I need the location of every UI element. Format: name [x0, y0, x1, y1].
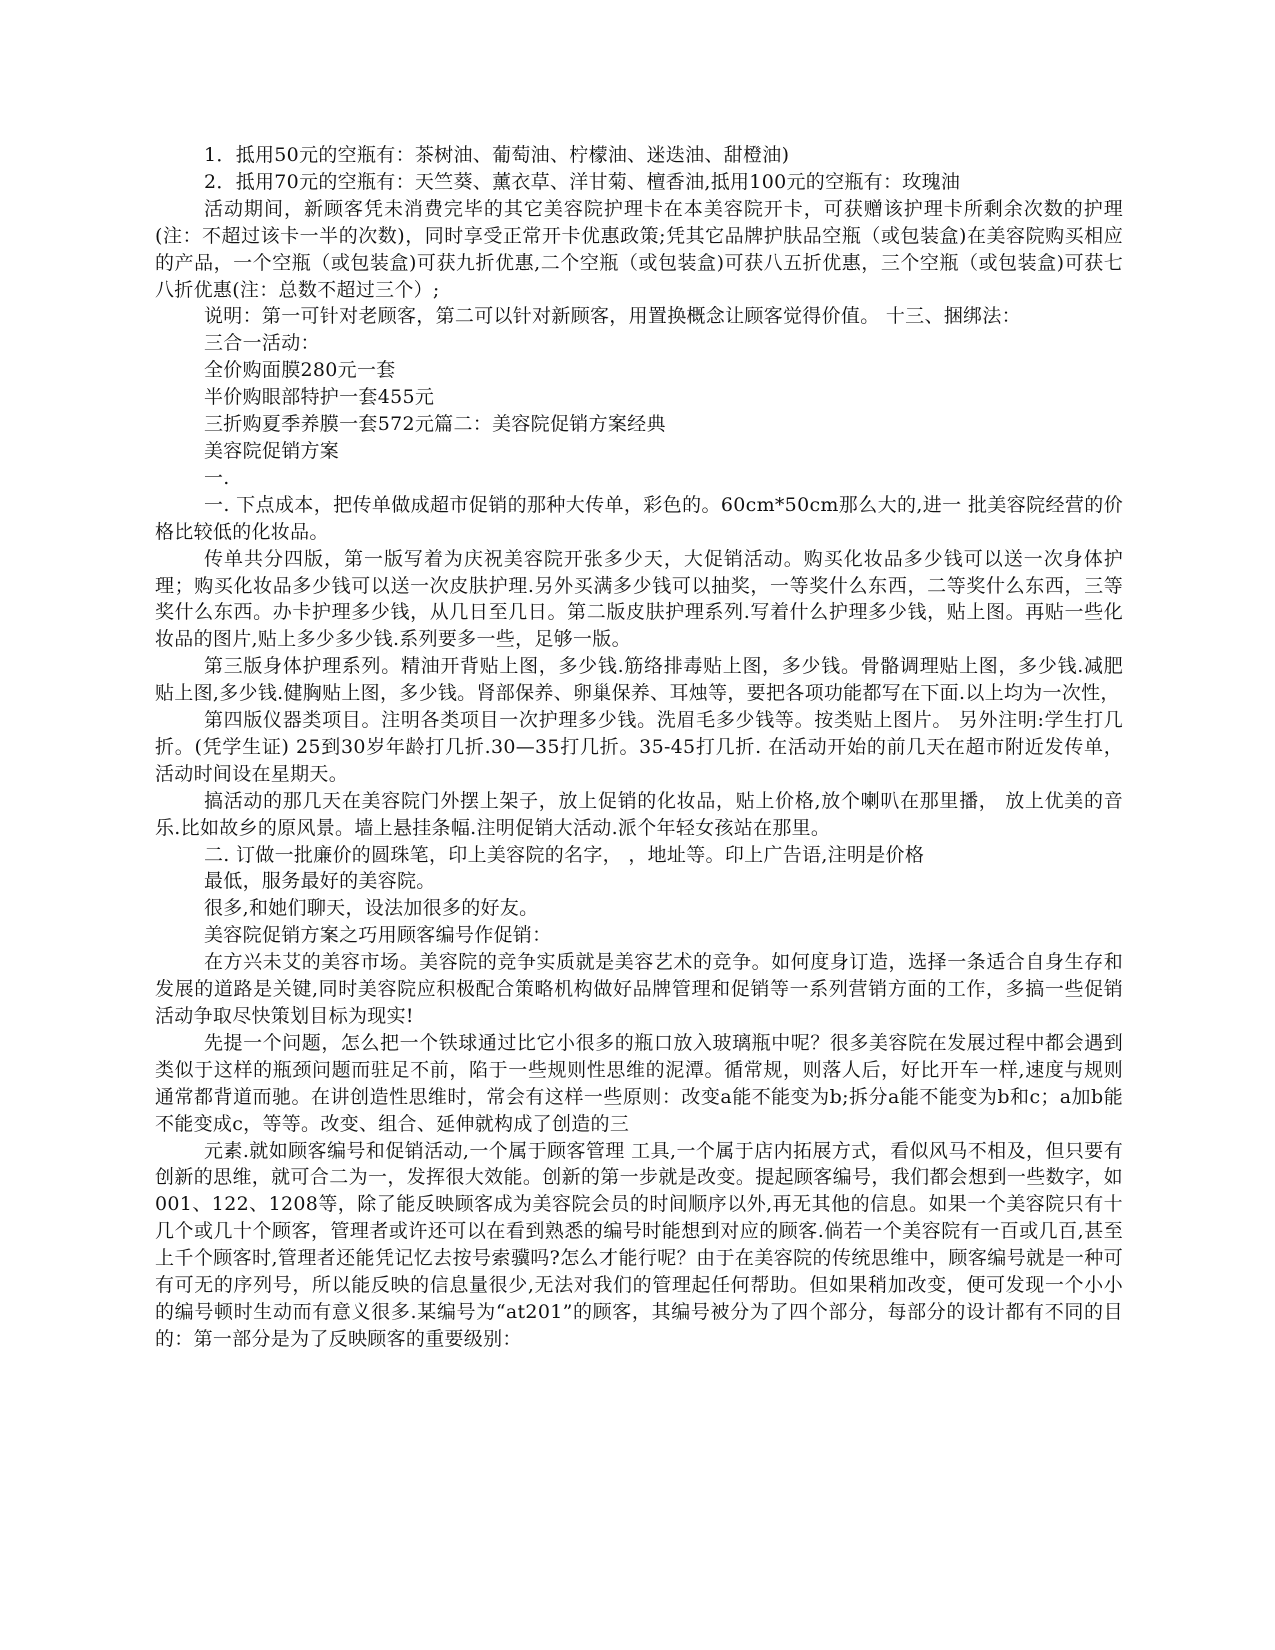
- paragraph: 三折购夏季养膜一套572元篇二：美容院促销方案经典: [204, 413, 666, 436]
- paragraph: 很多,和她们聊天，设法加很多的好友。: [204, 897, 539, 920]
- paragraph: 全价购面膜280元一套: [204, 359, 396, 382]
- paragraph: 元素.就如顾客编号和促销活动,一个属于顾客管理 工具,一个属于店内拓展方式，看似风马不相及，但只要有创新的思维，就可合二为一，发挥很大效能。创新的第一步就是改变。提起顾客编号，我们都会想到一些数字，如001、122、1208等，除了能反映顾客成为美容院会员的时间顺序以外,再无其他的信息。如果一个美容院只有十几个或几十个顾客，管理者或许还可以在看到熟悉的编号时能想到对应的顾客.倘若一个美容院有一百或几百,甚至上千个顾客时,管理者还能凭记忆去按号索骥吗?怎么才能行呢？由于在美容院的传统思维中，顾客编号就是一种可有可无的序列号，所以能反映的信息量很少,无法对我们的管理起任何帮助。但如果稍加改变，便可发现一个小小的编号顿时生动而有意义很多.某编号为“at201”的顾客，其编号被分为了四个部分，每部分的设计都有不同的目的：第一部分是为了反映顾客的重要级别：: [155, 1139, 1123, 1350]
- paragraph: 一. 下点成本，把传单做成超市促销的那种大传单，彩色的。60cm*50cm那么大的,进一 批美容院经营的价格比较低的化妆品。: [155, 493, 1123, 543]
- paragraph: 活动期间，新顾客凭未消费完毕的其它美容院护理卡在本美容院开卡，可获赠该护理卡所剩余次数的护理(注：不超过该卡一半的次数)，同时享受正常开卡优惠政策;凭其它品牌护肤品空瓶（或包装盒)在美容院购买相应的产品，一个空瓶（或包装盒)可获九折优惠,二个空瓶（或包装盒)可获八五折优惠，三个空瓶（或包装盒)可获七八折优惠(注：总数不超过三个）;: [155, 197, 1123, 301]
- paragraph: 在方兴未艾的美容市场。美容院的竞争实质就是美容艺术的竞争。如何度身订造，选择一条适合自身生存和发展的道路是关键,同时美容院应积极配合策略机构做好品牌管理和促销等一系列营销方面的工作，多搞一些促销活动争取尽快策划目标为现实!: [155, 951, 1123, 1027]
- paragraph: 三合一活动：: [204, 332, 320, 355]
- paragraph: 半价购眼部特护一套455元: [204, 386, 435, 409]
- paragraph: 传单共分四版，第一版写着为庆祝美容院开张多少天，大促销活动。购买化妆品多少钱可以送一次身体护理；购买化妆品多少钱可以送一次皮肤护理.另外买满多少钱可以抽奖，一等奖什么东西，二等奖什么东西，三等奖什么东西。办卡护理多少钱，从几日至几日。第二版皮肤护理系列.写着什么护理多少钱，贴上图。再贴一些化妆品的图片,贴上多少多少钱.系列要多一些，足够一版。: [155, 547, 1123, 651]
- paragraph: 二. 订做一批廉价的圆珠笔，印上美容院的名字， ，地址等。印上广告语,注明是价格: [204, 843, 925, 866]
- paragraph: 1．抵用50元的空瓶有：茶树油、葡萄油、柠檬油、迷迭油、甜橙油): [204, 144, 790, 166]
- paragraph: 第四版仪器类项目。注明各类项目一次护理多少钱。洗眉毛多少钱等。按类贴上图片。 另外注明:学生打几折。(凭学生证) 25到30岁年龄打几折.30—35打几折。35-45打几折. 在活动开始的前几天在超市附近发传单，活动时间设在星期天。: [155, 709, 1123, 785]
- paragraph: 美容院促销方案之巧用顾客编号作促销：: [204, 924, 552, 947]
- paragraph: 说明：第一可针对老顾客，第二可以针对新顾客，用置换概念让顾客觉得价值。 十三、捆绑法：: [204, 305, 1021, 328]
- paragraph: 美容院促销方案: [204, 439, 340, 462]
- paragraph: 搞活动的那几天在美容院门外摆上架子，放上促销的化妆品，贴上价格,放个喇叭在那里播， 放上优美的音乐.比如故乡的原风景。墙上悬挂条幅.注明促销大活动.派个年轻女孩站在那里。: [155, 789, 1123, 839]
- paragraph: 最低，服务最好的美容院。: [204, 870, 436, 893]
- paragraph: 第三版身体护理系列。精油开背贴上图，多少钱.筋络排毒贴上图，多少钱。骨骼调理贴上图，多少钱.减肥贴上图,多少钱.健胸贴上图，多少钱。肾部保养、卵巢保养、耳烛等，要把各项功能都写在下面.以上均为一次性，: [155, 655, 1123, 705]
- document-body: [155, 142, 1123, 1353]
- paragraph: 2．抵用70元的空瓶有：天竺葵、薰衣草、洋甘菊、檀香油,抵用100元的空瓶有：玫瑰油: [204, 170, 961, 193]
- paragraph: 一.: [204, 466, 230, 489]
- paragraph: 先提一个问题，怎么把一个铁球通过比它小很多的瓶口放入玻璃瓶中呢？很多美容院在发展过程中都会遇到类似于这样的瓶颈问题而驻足不前，陷于一些规则性思维的泥潭。循常规，则落人后，好比开车一样,速度与规则通常都背道而驰。在讲创造性思维时，常会有这样一些原则：改变a能不能变为b;拆分a能不能变为b和c；a加b能不能变成c，等等。改变、组合、延伸就构成了创造的三: [155, 1031, 1123, 1135]
